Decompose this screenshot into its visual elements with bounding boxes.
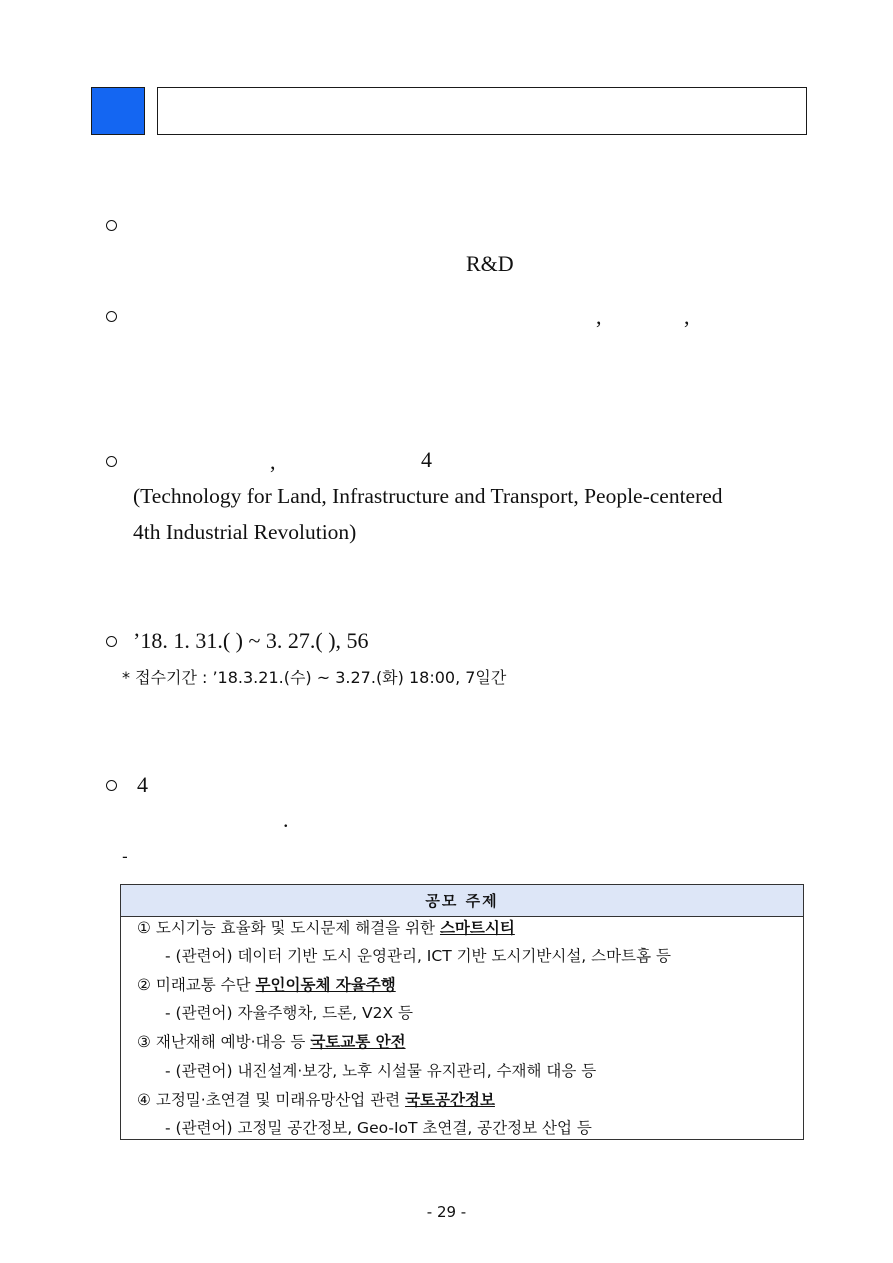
- topic-keyword: 국토교통 안전: [310, 1033, 406, 1051]
- note-text: * 접수기간 : ’18.3.21.(수) ~ 3.27.(화) 18:00, 7일간: [122, 668, 507, 687]
- rd-text: R&D: [466, 251, 514, 276]
- topic-sub-row-3: - (관련어) 내진설계·보강, 노후 시설물 유지관리, 수재해 대응 등: [165, 1062, 597, 1080]
- topic-sub-row-1: - (관련어) 데이터 기반 도시 운영관리, ICT 기반 도시기반시설, 스마트홈 등: [165, 947, 671, 965]
- topic-number: ③: [137, 1033, 151, 1051]
- topic-row-1: [137, 917, 515, 939]
- bullet-icon: [106, 780, 117, 791]
- topic-text: 재난재해 예방·대응 등: [155, 1033, 311, 1051]
- page-number: - 29 -: [426, 1203, 467, 1221]
- dash-mark: -: [122, 847, 128, 866]
- topic-keyword: 스마트시티: [439, 919, 515, 937]
- topic-text: 고정밀·초연결 및 미래유망산업 관련: [155, 1091, 406, 1109]
- period-text: ’18. 1. 31.( ) ~ 3. 27.( ), 56: [133, 628, 369, 653]
- topics-table: [120, 884, 804, 1140]
- topic-sub-row-2: - (관련어) 자율주행차, 드론, V2X 등: [165, 1004, 413, 1022]
- bullet-icon: [106, 636, 117, 647]
- period-mark: .: [283, 807, 289, 832]
- topic-text: 도시기능 효율화 및 도시문제 해결을 위한: [155, 919, 440, 937]
- topic-number: ②: [137, 976, 151, 994]
- number-four: 4: [421, 447, 432, 472]
- section-title-box: [157, 87, 807, 135]
- topic-sub-row-4: - (관련어) 고정밀 공간정보, Geo-IoT 초연결, 공간정보 산업 등: [165, 1119, 592, 1137]
- english-title-line-1: (Technology for Land, Infrastructure and Transport, People-centered: [133, 484, 723, 508]
- topic-number: ④: [137, 1091, 151, 1109]
- english-title-line-2: 4th Industrial Revolution): [133, 520, 357, 544]
- topic-text: 미래교통 수단: [155, 976, 256, 994]
- bullet-icon: [106, 220, 117, 231]
- number-four: 4: [137, 772, 148, 797]
- comma-mark: ,: [270, 449, 276, 474]
- bullet-icon: [106, 311, 117, 322]
- topic-number: ①: [137, 919, 151, 937]
- topic-keyword: 국토공간정보: [405, 1091, 495, 1109]
- topic-row-3: [137, 1031, 406, 1053]
- bullet-icon: [106, 456, 117, 467]
- section-number-box: [91, 87, 145, 135]
- topic-row-4: [137, 1089, 495, 1111]
- table-header: 공모 주제: [121, 885, 803, 917]
- topic-row-2: [137, 974, 396, 996]
- comma-mark: ,: [684, 304, 690, 329]
- comma-mark: ,: [596, 304, 602, 329]
- topic-keyword: 무인이동체 자율주행: [255, 976, 396, 994]
